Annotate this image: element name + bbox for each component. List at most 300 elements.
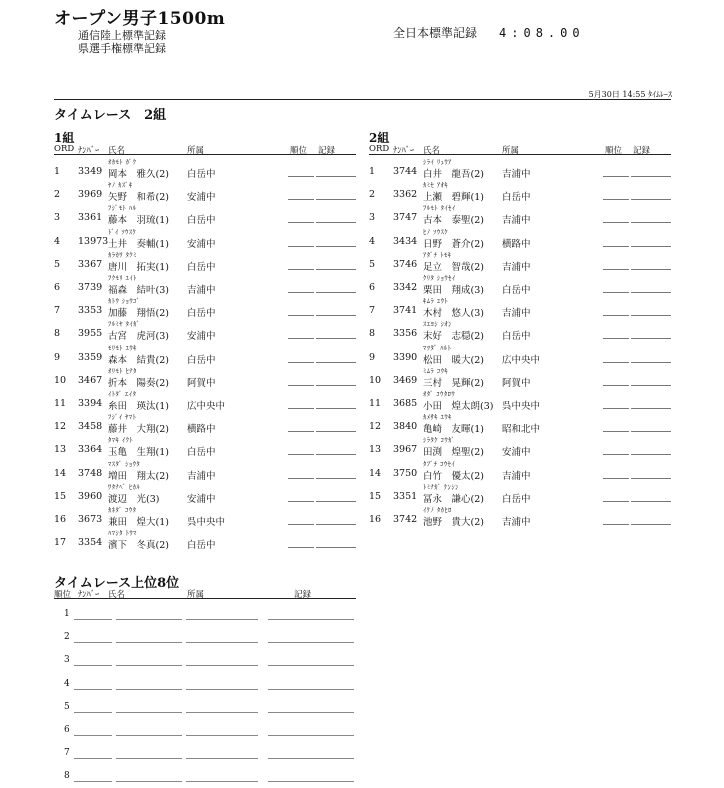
team-blank [186, 665, 258, 666]
rank-blank [603, 478, 629, 479]
entry-number: 3746 [393, 258, 418, 270]
entry-name: 矢野 和希(2) [108, 192, 169, 204]
rank-blank [603, 524, 629, 525]
entry-kana: ｼﾗｲ ﾘｭｳｱ [423, 158, 452, 166]
national-standard-label: 全日本標準記録 [393, 26, 478, 40]
entry-number: 3342 [393, 282, 418, 293]
entry-ord: 1 [54, 166, 61, 177]
column-rank: 順位 [290, 146, 308, 156]
entry-kana: ｵﾀﾞ ｺｳﾀﾛｳ [423, 390, 456, 398]
team-blank [186, 781, 258, 782]
entry-ord: 7 [54, 305, 61, 317]
entry-team: 横路中 [187, 424, 216, 436]
record-blank [316, 315, 356, 316]
entry-name: 上瀬 碧輝(1) [423, 192, 484, 204]
number-blank [74, 735, 112, 736]
ranking-position: 2 [64, 632, 70, 643]
record-blank [268, 712, 354, 713]
rank-blank [288, 524, 314, 525]
entry-team: 白岳中 [502, 285, 531, 296]
entry-name: 玉亀 生翔(1) [108, 447, 169, 459]
rank-blank [288, 478, 314, 479]
record-blank [316, 501, 356, 502]
race-heading: タイムレース 2組 [54, 108, 167, 123]
entry-team: 吉浦中 [502, 261, 531, 273]
entry-name: 田渕 煌聖(2) [423, 447, 484, 459]
entry-ord: 4 [369, 235, 376, 247]
entry-number: 3739 [78, 282, 103, 293]
entry-kana: ﾄﾞｲ ｿｳｽｹ [108, 227, 137, 236]
entry-kana: ﾌｼﾞｲ ﾔﾏﾄ [108, 413, 137, 422]
standard-kensenshu: 県選手権標準記録 [78, 42, 166, 55]
entry-name: 栗田 翔成(3) [423, 285, 484, 296]
national-standard-value: 4:08.00 [499, 26, 585, 40]
entry-number: 3741 [393, 305, 418, 317]
entry-kana: ﾌｸﾓﾘ ﾕｲﾄ [108, 274, 137, 282]
record-blank [316, 222, 356, 223]
entry-number: 3747 [393, 212, 418, 224]
name-blank [116, 642, 182, 643]
record-blank [268, 735, 354, 736]
entry-kana: ｵﾘﾓﾄ ﾋﾅﾀ [108, 366, 137, 375]
entry-name: 木村 悠人(3) [423, 308, 484, 320]
entry-row [54, 344, 356, 367]
group1-header-rule [54, 154, 356, 155]
entry-row [54, 228, 356, 251]
entry-kana: ﾀﾌﾞﾁ ｺｳｾｲ [423, 459, 456, 468]
entry-kana: ﾓﾘﾓﾄ ﾕｳｷ [108, 343, 137, 352]
entry-team: 吉浦中 [502, 308, 531, 320]
record-blank [316, 408, 356, 409]
record-blank [316, 454, 356, 455]
rank-blank [288, 315, 314, 316]
record-blank [316, 338, 356, 339]
column-team: 所属 [502, 146, 520, 156]
entry-row [54, 297, 356, 320]
ranking-position: 1 [64, 609, 70, 619]
entry-name: 藤本 羽琉(1) [108, 215, 169, 227]
record-blank [631, 431, 671, 432]
entry-ord: 10 [369, 374, 382, 386]
entry-team: 吉浦中 [502, 215, 531, 227]
entry-number: 3960 [78, 490, 103, 502]
rank-blank [603, 222, 629, 223]
ranking-position: 6 [64, 725, 70, 735]
entry-name: 日野 蒼介(2) [423, 238, 484, 250]
column-num: ﾅﾝﾊﾞｰ [393, 146, 415, 156]
ranking-row [54, 679, 356, 693]
entry-kana: ﾋﾉ ｿｳｽｹ [423, 227, 449, 236]
entry-name: 土井 奏輔(1) [108, 238, 169, 250]
rank-blank [288, 547, 314, 548]
entry-ord: 7 [369, 305, 376, 317]
number-blank [74, 758, 112, 759]
entry-team: 阿賀中 [187, 377, 216, 389]
entry-name: 唐川 拓実(1) [108, 261, 169, 273]
entry-name: 増田 翔太(2) [108, 470, 169, 482]
entry-name: 冨永 謙心(2) [423, 493, 484, 505]
record-blank [631, 246, 671, 247]
entry-kana: ｽｴﾖｼ ｼｵﾝ [423, 320, 452, 329]
record-blank [631, 501, 671, 502]
entry-team: 吉浦中 [502, 470, 531, 482]
entry-row [54, 320, 356, 343]
entry-row [54, 483, 356, 506]
entry-number: 3364 [78, 444, 103, 456]
event-title: オープン男子1500m [54, 9, 226, 29]
name-blank [116, 665, 182, 666]
record-blank [631, 478, 671, 479]
ranking-row [54, 609, 356, 623]
entry-team: 白岳中 [187, 169, 216, 180]
entry-name: 岡本 雅久(2) [108, 169, 169, 180]
entry-ord: 9 [54, 351, 61, 363]
column-record: 記録 [318, 146, 336, 156]
rank-blank [603, 501, 629, 502]
entry-kana: ｱﾀﾞﾁ ﾄﾓｷ [423, 250, 452, 259]
column-team: 所属 [187, 146, 205, 156]
entry-name: 白井 龍吾(2) [423, 169, 484, 180]
record-blank [631, 199, 671, 200]
record-blank [268, 781, 354, 782]
entry-ord: 16 [369, 514, 382, 525]
entry-row [369, 181, 671, 204]
entry-ord: 2 [54, 189, 61, 201]
entry-name: 森本 結貴(2) [108, 354, 169, 366]
rank-blank [288, 431, 314, 432]
entry-row [369, 460, 671, 483]
entry-name: 古本 泰聖(2) [423, 215, 484, 227]
entry-team: 吉浦中 [502, 169, 531, 180]
entry-number: 3349 [78, 166, 103, 177]
entry-team: 呉中央中 [502, 401, 541, 412]
ranking-col-rank: 順位 [54, 590, 72, 600]
entry-team: 白岳中 [502, 331, 531, 343]
entry-number: 3673 [78, 514, 103, 525]
entry-row [54, 529, 356, 552]
entry-number: 3969 [78, 189, 103, 201]
ranking-position: 3 [64, 655, 70, 666]
entry-number: 3748 [78, 467, 103, 479]
entry-name: 糸田 瑛汰(1) [108, 401, 169, 412]
entry-ord: 2 [369, 189, 376, 201]
entry-name: 加藤 翔悟(2) [108, 308, 169, 320]
entry-number: 3750 [393, 467, 418, 479]
rank-blank [288, 292, 314, 293]
timestamp: 5月30日 14:55 ﾀｲﾑﾚｰｽ [588, 90, 672, 99]
entry-ord: 15 [369, 490, 382, 502]
team-blank [186, 642, 258, 643]
entry-ord: 3 [54, 212, 61, 224]
entry-number: 13973 [78, 235, 109, 247]
entry-row [369, 506, 671, 529]
team-blank [186, 689, 258, 690]
number-blank [74, 689, 112, 690]
ranking-position: 4 [64, 678, 70, 689]
record-blank [316, 269, 356, 270]
group1-title: 1組 [54, 131, 75, 145]
rank-blank [288, 501, 314, 502]
entry-row [54, 367, 356, 390]
entry-row [369, 483, 671, 506]
rank-blank [603, 269, 629, 270]
rank-blank [603, 199, 629, 200]
entry-row [54, 506, 356, 529]
record-blank [631, 362, 671, 363]
entry-ord: 3 [369, 212, 376, 224]
entry-row [54, 181, 356, 204]
record-blank [316, 478, 356, 479]
entry-row [54, 204, 356, 227]
entry-team: 安浦中 [187, 331, 216, 343]
ranking-position: 8 [64, 771, 70, 782]
entry-ord: 11 [54, 398, 67, 409]
entry-name: 小田 煌太朗(3) [423, 401, 494, 412]
record-blank [631, 292, 671, 293]
entry-number: 3744 [393, 166, 418, 177]
entry-row [369, 274, 671, 297]
ranking-position: 5 [64, 701, 70, 712]
entry-team: 阿賀中 [502, 377, 531, 389]
entry-number: 3742 [393, 514, 418, 525]
ranking-row [54, 748, 356, 762]
name-blank [116, 712, 182, 713]
rank-blank [603, 431, 629, 432]
record-blank [268, 689, 354, 690]
entry-ord: 13 [54, 444, 67, 456]
record-blank [316, 176, 356, 177]
entry-name: 古宮 虎河(3) [108, 331, 169, 343]
record-blank [316, 292, 356, 293]
record-blank [316, 431, 356, 432]
entry-row [54, 436, 356, 459]
entry-row [369, 390, 671, 413]
rank-blank [603, 362, 629, 363]
entry-team: 安浦中 [502, 447, 531, 459]
entry-row [54, 413, 356, 436]
entry-team: 横路中 [502, 238, 531, 250]
entry-team: 安浦中 [187, 493, 216, 505]
entry-team: 白岳中 [187, 447, 216, 459]
ranking-row [54, 702, 356, 716]
entry-kana: ｷﾑﾗ ﾕｳﾄ [423, 297, 449, 306]
entry-kana: ｲﾄﾀﾞ ｴｲﾀ [108, 390, 137, 398]
entry-row [369, 251, 671, 274]
ranking-row [54, 771, 356, 785]
entry-ord: 12 [369, 421, 382, 433]
entry-number: 3356 [393, 328, 418, 340]
record-blank [631, 222, 671, 223]
record-blank [631, 269, 671, 270]
name-blank [116, 735, 182, 736]
entry-row [369, 158, 671, 181]
name-blank [116, 758, 182, 759]
rank-blank [288, 454, 314, 455]
entry-number: 3434 [393, 235, 418, 247]
entry-name: 濱下 冬真(2) [108, 540, 169, 552]
entry-kana: ﾏｽﾀﾞ ｼｮｳﾀ [108, 459, 141, 468]
entry-team: 安浦中 [187, 238, 216, 250]
rank-blank [288, 362, 314, 363]
number-blank [74, 619, 112, 620]
entry-number: 3367 [78, 258, 103, 270]
entry-row [369, 297, 671, 320]
rank-blank [288, 269, 314, 270]
entry-kana: ｵｶﾓﾄ ｶﾞｸ [108, 158, 137, 166]
team-blank [186, 619, 258, 620]
rank-blank [603, 246, 629, 247]
entry-team: 安浦中 [187, 192, 216, 204]
record-blank [631, 408, 671, 409]
entry-ord: 6 [54, 282, 61, 293]
rank-blank [288, 338, 314, 339]
entry-row [369, 320, 671, 343]
entry-team: 吉浦中 [187, 470, 216, 482]
entry-row [54, 251, 356, 274]
rank-blank [603, 454, 629, 455]
national-standard [393, 24, 585, 41]
ranking-col-name: 氏名 [108, 590, 126, 600]
entry-team: 白岳中 [502, 192, 531, 204]
number-blank [74, 781, 112, 782]
entry-ord: 9 [369, 351, 376, 363]
name-blank [116, 619, 182, 620]
record-blank [316, 524, 356, 525]
entry-name: 白竹 優太(2) [423, 470, 484, 482]
entry-team: 呉中央中 [187, 517, 226, 528]
column-ord: ORD [369, 144, 390, 154]
group2-title: 2組 [369, 131, 390, 145]
record-blank [631, 524, 671, 525]
record-blank [316, 199, 356, 200]
ranking-position: 7 [64, 748, 70, 759]
ranking-header-rule [54, 598, 356, 599]
ranking-col-record: 記録 [294, 590, 312, 600]
entry-kana: ﾀﾏｷ ｲｸﾄ [108, 436, 134, 445]
entry-number: 3362 [393, 189, 418, 201]
entry-kana: ﾊﾏｼﾀ ﾄｳﾏ [108, 529, 137, 538]
rank-blank [288, 408, 314, 409]
entry-ord: 11 [369, 398, 382, 409]
column-record: 記録 [633, 146, 651, 156]
entry-row [369, 367, 671, 390]
entry-number: 3351 [393, 490, 418, 502]
entry-ord: 14 [54, 467, 67, 479]
entry-name: 福森 結叶(3) [108, 285, 169, 296]
entry-team: 白岳中 [187, 540, 216, 552]
number-blank [74, 642, 112, 643]
entry-team: 広中央中 [502, 354, 541, 366]
entry-row [54, 390, 356, 413]
record-blank [268, 619, 354, 620]
entry-name: 松田 暖大(2) [423, 354, 484, 366]
entry-name: 亀崎 友暉(1) [423, 424, 484, 436]
rank-blank [288, 246, 314, 247]
group2-header-rule [369, 154, 671, 155]
entry-kana: ﾜﾀﾅﾍﾞ ﾋｶﾙ [108, 482, 141, 491]
entry-team: 白岳中 [187, 215, 216, 227]
entry-kana: ｶﾄｳ ｼｮｳｺﾞ [108, 297, 141, 306]
entry-ord: 8 [54, 328, 61, 340]
number-blank [74, 712, 112, 713]
entry-number: 3361 [78, 212, 103, 224]
rank-blank [603, 292, 629, 293]
entry-row [54, 460, 356, 483]
entry-ord: 15 [54, 490, 67, 502]
ranking-row [54, 632, 356, 646]
entry-kana: ﾌﾙﾐﾔ ﾀｲｶﾞ [108, 320, 141, 329]
entry-ord: 13 [369, 444, 382, 456]
ranking-row [54, 655, 356, 669]
record-blank [631, 385, 671, 386]
entry-kana: ﾔﾉ ｶｽﾞｷ [108, 181, 133, 190]
entry-ord: 1 [369, 166, 376, 177]
entry-ord: 12 [54, 421, 67, 433]
entry-ord: 17 [54, 537, 67, 549]
record-blank [268, 642, 354, 643]
entry-number: 3390 [393, 351, 418, 363]
entry-row [369, 228, 671, 251]
column-name: 氏名 [423, 146, 441, 156]
entry-team: 白岳中 [187, 261, 216, 273]
entry-kana: ﾄﾐﾅｶﾞ ｹﾝｼﾝ [423, 482, 459, 491]
entry-kana: ｶﾗｶﾜ ﾀｸﾐ [108, 250, 137, 259]
entry-ord: 6 [369, 282, 376, 293]
entry-kana: ﾌｼﾞﾓﾄ ﾊﾙ [108, 204, 137, 213]
entry-number: 3469 [393, 374, 418, 386]
entry-number: 3967 [393, 444, 418, 456]
entry-ord: 10 [54, 374, 67, 386]
entry-kana: ﾏﾂﾀﾞ ﾊﾙﾄ [423, 343, 452, 352]
entry-ord: 5 [369, 258, 376, 270]
record-blank [631, 176, 671, 177]
name-blank [116, 781, 182, 782]
entry-team: 広中央中 [187, 401, 226, 412]
entry-name: 折本 陽奏(2) [108, 377, 169, 389]
entry-kana: ｲｹﾉ ﾀｶﾋﾛ [423, 506, 452, 514]
rank-blank [288, 222, 314, 223]
ranking-row [54, 725, 356, 739]
entry-row [54, 274, 356, 297]
entry-name: 三村 晃輝(2) [423, 377, 484, 389]
entry-row [369, 344, 671, 367]
entry-team: 吉浦中 [502, 517, 531, 528]
entry-kana: ｶﾒｻｷ ﾕｳｷ [423, 413, 452, 422]
entry-number: 3353 [78, 305, 103, 317]
entry-number: 3840 [393, 421, 418, 433]
team-blank [186, 712, 258, 713]
rank-blank [288, 199, 314, 200]
entry-number: 3467 [78, 374, 103, 386]
record-blank [268, 758, 354, 759]
entry-row [369, 413, 671, 436]
rank-blank [288, 385, 314, 386]
entry-row [54, 158, 356, 181]
column-name: 氏名 [108, 146, 126, 156]
entry-row [369, 436, 671, 459]
entry-number: 3394 [78, 398, 103, 409]
entry-name: 足立 智哉(2) [423, 261, 484, 273]
entry-kana: ｶﾐｾ ｱｵｷ [423, 181, 449, 190]
ranking-col-num: ﾅﾝﾊﾞｰ [78, 590, 100, 600]
number-blank [74, 665, 112, 666]
column-ord: ORD [54, 144, 75, 154]
entry-number: 3955 [78, 328, 103, 340]
record-blank [631, 454, 671, 455]
record-blank [316, 385, 356, 386]
entry-ord: 5 [54, 258, 61, 270]
entry-name: 末好 志穏(2) [423, 331, 484, 343]
